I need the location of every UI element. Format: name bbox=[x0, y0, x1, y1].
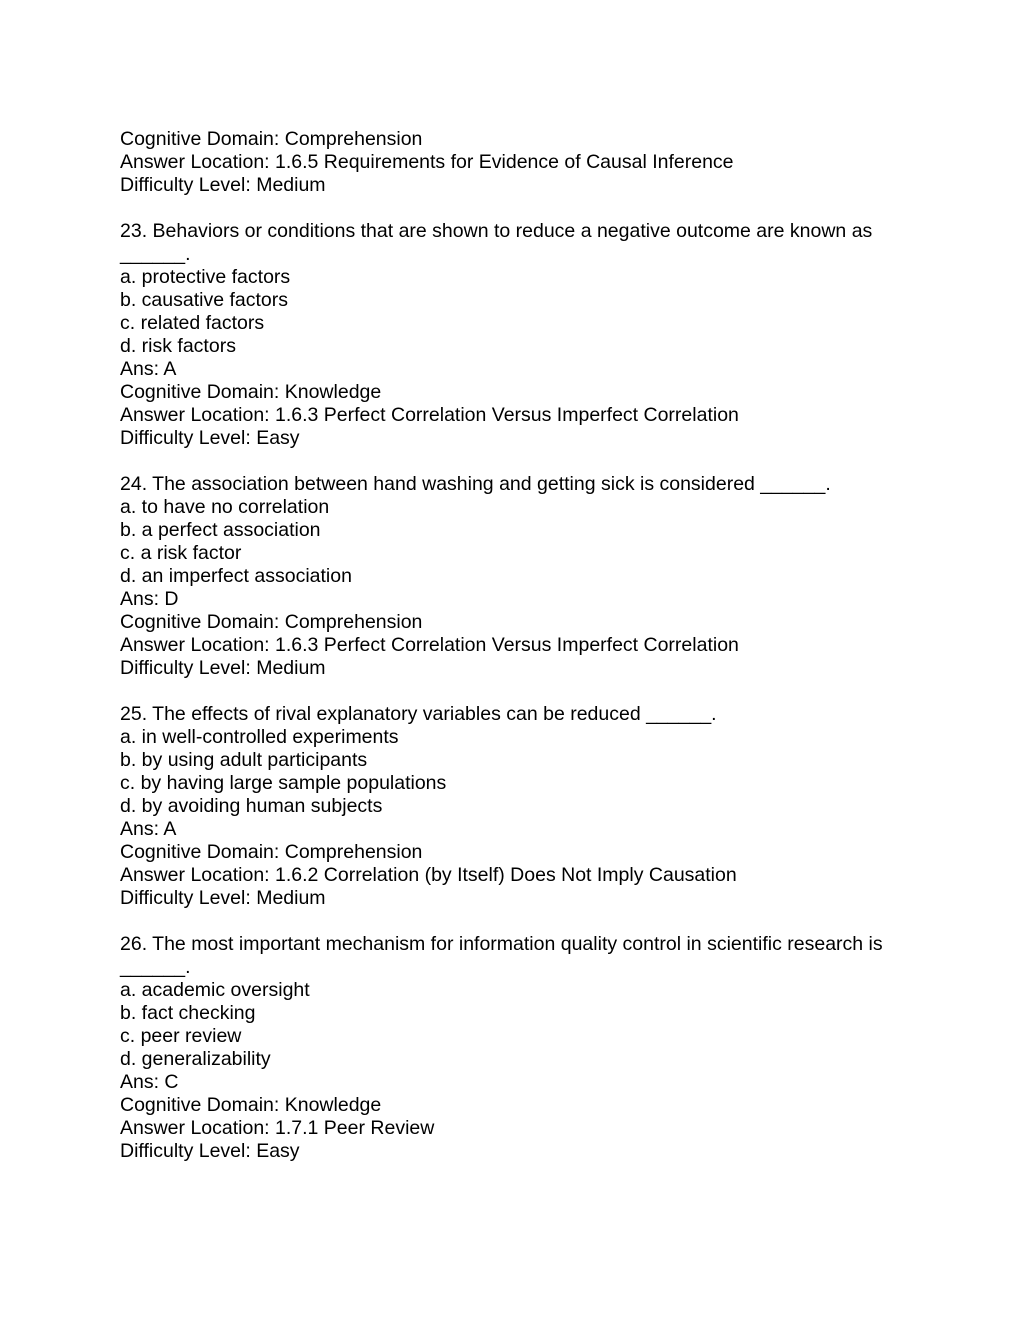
cognitive-domain: Cognitive Domain: Knowledge bbox=[120, 1094, 382, 1116]
difficulty-level: Difficulty Level: Medium bbox=[120, 887, 326, 909]
answer: Ans: A bbox=[120, 818, 177, 840]
difficulty-level: Difficulty Level: Easy bbox=[120, 427, 300, 449]
answer-location: Answer Location: 1.6.2 Correlation (by Itself) Does Not Imply Causation bbox=[120, 864, 737, 886]
question-23 bbox=[120, 220, 910, 450]
answer-location: Answer Location: 1.7.1 Peer Review bbox=[120, 1117, 435, 1139]
document-page bbox=[120, 128, 910, 1163]
question-stem: 26. The most important mechanism for information quality control in scientific research is ______. bbox=[120, 933, 889, 978]
question-stem: 23. Behaviors or conditions that are shown to reduce a negative outcome are known as ______. bbox=[120, 220, 878, 265]
answer-location: Answer Location: 1.6.5 Requirements for Evidence of Causal Inference bbox=[120, 151, 734, 173]
spacer bbox=[120, 910, 910, 933]
question-25 bbox=[120, 703, 910, 910]
option-b: b. a perfect association bbox=[120, 519, 321, 541]
difficulty-level: Difficulty Level: Medium bbox=[120, 657, 326, 679]
option-c: c. by having large sample populations bbox=[120, 772, 447, 794]
option-d: d. an imperfect association bbox=[120, 565, 352, 587]
option-b: b. causative factors bbox=[120, 289, 288, 311]
cognitive-domain: Cognitive Domain: Comprehension bbox=[120, 611, 423, 633]
answer: Ans: D bbox=[120, 588, 179, 610]
question-24 bbox=[120, 473, 910, 680]
spacer bbox=[120, 197, 910, 220]
option-d: d. by avoiding human subjects bbox=[120, 795, 383, 817]
option-a: a. in well-controlled experiments bbox=[120, 726, 399, 748]
answer-location: Answer Location: 1.6.3 Perfect Correlation Versus Imperfect Correlation bbox=[120, 634, 739, 656]
option-a: a. to have no correlation bbox=[120, 496, 330, 518]
difficulty-level: Difficulty Level: Easy bbox=[120, 1140, 300, 1162]
option-a: a. academic oversight bbox=[120, 979, 310, 1001]
option-a: a. protective factors bbox=[120, 266, 291, 288]
option-b: b. by using adult participants bbox=[120, 749, 368, 771]
question-stem: 25. The effects of rival explanatory variables can be reduced ______. bbox=[120, 703, 717, 725]
option-b: b. fact checking bbox=[120, 1002, 256, 1024]
answer: Ans: A bbox=[120, 358, 177, 380]
question-26 bbox=[120, 933, 910, 1163]
answer: Ans: C bbox=[120, 1071, 179, 1093]
previous-item-metadata bbox=[120, 128, 910, 197]
option-d: d. generalizability bbox=[120, 1048, 271, 1070]
difficulty-level: Difficulty Level: Medium bbox=[120, 174, 326, 196]
spacer bbox=[120, 450, 910, 473]
spacer bbox=[120, 680, 910, 703]
cognitive-domain: Cognitive Domain: Knowledge bbox=[120, 381, 382, 403]
cognitive-domain: Cognitive Domain: Comprehension bbox=[120, 841, 423, 863]
option-c: c. a risk factor bbox=[120, 542, 242, 564]
answer-location: Answer Location: 1.6.3 Perfect Correlation Versus Imperfect Correlation bbox=[120, 404, 739, 426]
option-d: d. risk factors bbox=[120, 335, 236, 357]
question-stem: 24. The association between hand washing and getting sick is considered ______. bbox=[120, 473, 831, 495]
cognitive-domain: Cognitive Domain: Comprehension bbox=[120, 128, 423, 150]
option-c: c. related factors bbox=[120, 312, 265, 334]
option-c: c. peer review bbox=[120, 1025, 242, 1047]
